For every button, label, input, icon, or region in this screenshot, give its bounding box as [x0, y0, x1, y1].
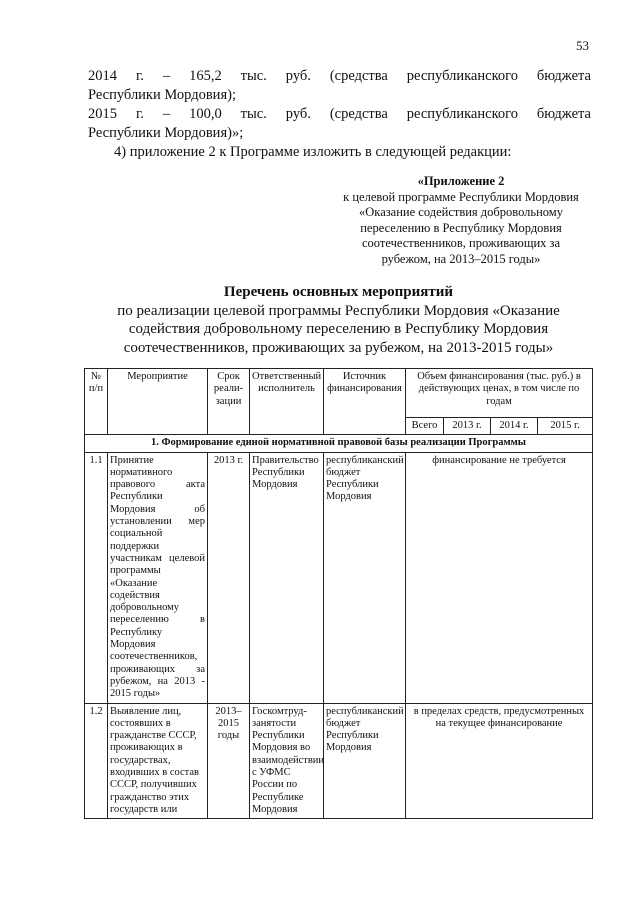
measures-table	[84, 368, 593, 819]
row-executor: Госкомтруд- занятости Республики Мордовия во взаимодействии с УФМС России по Республике Мордовия	[250, 703, 324, 819]
header-term: Срок реали- зации	[208, 369, 250, 435]
section-title: 1. Формирование единой нормативной правовой базы реализации Программы	[85, 435, 593, 452]
appendix-line: переселению в Республику Мордовия	[360, 220, 562, 235]
appendix-line: соотечественников, проживающих за	[361, 236, 561, 250]
header-num: № п/п	[85, 369, 108, 435]
appendix-block	[330, 174, 592, 267]
header-funding: Объем финансирования (тыс. руб.) в действующих ценах, в том числе по годам	[406, 369, 593, 418]
intro-line-2: Республики Мордовия);	[88, 87, 236, 103]
header-executor: Ответственный исполнитель	[250, 369, 324, 435]
appendix-title: «Приложение 2	[417, 174, 505, 188]
row-measure: Выявление лиц, состоявших в гражданстве СССР, проживающих в государствах, входивших в состав СССР, получивших гражданство этих государств или	[108, 703, 208, 819]
table-header-row	[85, 369, 593, 418]
row-source: республиканский бюджет Республики Мордовия	[324, 703, 406, 819]
intro-line-3: 2015 г. – 100,0 тыс. руб. (средства республиканского бюджета	[88, 106, 591, 122]
row-term: 2013 г.	[208, 452, 250, 703]
header-measure: Мероприятие	[108, 369, 208, 435]
row-measure: Принятие нормативного правового акта Республики Мордовия об установлении мер социальной поддержки участникам целевой программы «Оказание содействия добровольному переселению в Республику Мордовия соотечественников, проживающих за рубежом, на 2013 - 2015 годы»	[108, 452, 208, 703]
row-num: 1.2	[85, 703, 108, 819]
appendix-line: «Оказание содействия добровольному	[359, 205, 563, 219]
heading-line: содействия добровольному переселению в Республику Мордовия	[128, 321, 549, 337]
header-source: Источник финансирования	[324, 369, 406, 435]
heading-line: по реализации целевой программы Республики Мордовия «Оказание	[117, 302, 560, 319]
appendix-line: рубежом, на 2013–2015 годы»	[381, 251, 541, 266]
year-2013: 2013 г.	[444, 418, 491, 435]
row-source: республиканский бюджет Республики Мордовия	[324, 452, 406, 703]
table-row	[85, 703, 593, 819]
row-funding: финансирование не требуется	[406, 452, 593, 703]
year-2014: 2014 г.	[491, 418, 538, 435]
row-executor: Правительство Республики Мордовия	[250, 452, 324, 703]
heading-line: соотечественников, проживающих за рубежом, на 2013-2015 годы»	[123, 339, 554, 356]
row-funding: в пределах средств, предусмотренных на текущее финансирование	[406, 703, 593, 819]
page-number: 53	[576, 38, 589, 53]
intro-line-4: Республики Мордовия)»;	[88, 125, 244, 141]
intro-line-1: 2014 г. – 165,2 тыс. руб. (средства республиканского бюджета	[88, 68, 591, 84]
appendix-line: к целевой программе Республики Мордовия	[343, 189, 579, 204]
section-row	[85, 435, 593, 452]
document-heading	[86, 283, 591, 357]
table-row	[85, 452, 593, 703]
intro-line-5: 4) приложение 2 к Программе изложить в следующей редакции:	[114, 144, 512, 160]
row-num: 1.1	[85, 452, 108, 703]
row-term: 2013– 2015 годы	[208, 703, 250, 819]
heading-title: Перечень основных мероприятий	[223, 284, 454, 300]
year-2015: 2015 г.	[538, 418, 593, 435]
year-total: Всего	[406, 418, 444, 435]
